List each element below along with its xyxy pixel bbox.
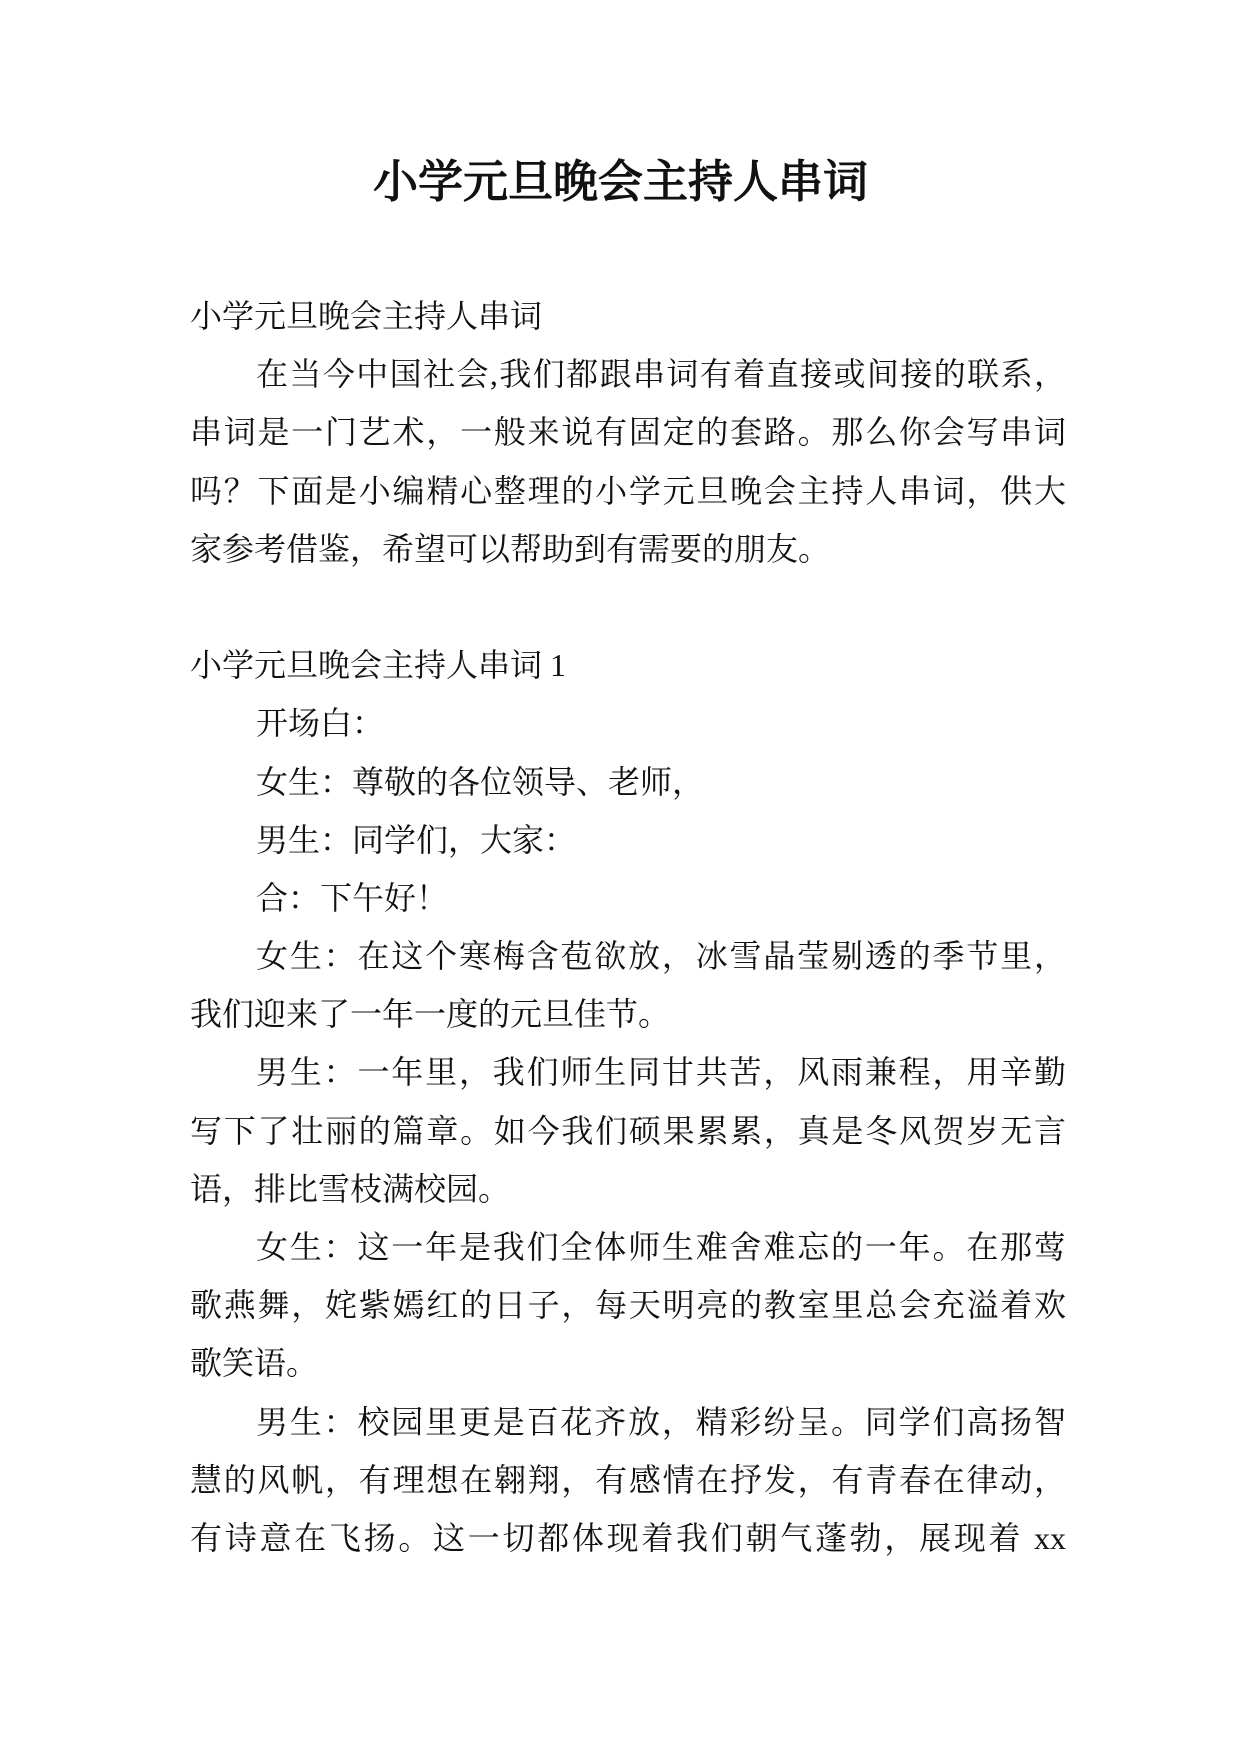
paragraph-line: 歌笑语。 — [190, 1345, 319, 1382]
paragraph-line: 女生：尊敬的各位领导、老师， — [256, 763, 705, 800]
document-body — [190, 287, 1066, 1567]
paragraph-line: 我们迎来了一年一度的元旦佳节。 — [190, 996, 671, 1033]
paragraph-line: 开场白： — [256, 705, 385, 742]
paragraph-line: 在当今中国社会,我们都跟串词有着直接或间接的联系， — [256, 356, 1066, 393]
intro-paragraph — [190, 345, 1066, 578]
blank-line — [190, 578, 1066, 636]
female-host-speech-2 — [190, 1218, 1066, 1393]
both-hosts-greeting — [190, 869, 1066, 927]
male-host-speech-1 — [190, 1043, 1066, 1218]
paragraph-line: 串词是一门艺术，一般来说有固定的套路。那么你会写串词 — [190, 414, 1066, 451]
document-title: 小学元旦晚会主持人串词 — [372, 157, 868, 207]
opening-label-paragraph — [190, 694, 1066, 752]
paragraph-line: 有诗意在飞扬。这一切都体现着我们朝气蓬勃，展现着 xx — [190, 1519, 1066, 1556]
female-host-speech-1 — [190, 927, 1066, 1043]
paragraph-line: 男生：一年里，我们师生同甘共苦，风雨兼程，用辛勤 — [256, 1054, 1066, 1091]
paragraph-line: 男生：同学们，大家： — [256, 821, 577, 858]
intro-heading: 小学元旦晚会主持人串词 — [190, 298, 543, 334]
paragraph-line: 语，排比雪枝满校园。 — [190, 1170, 511, 1207]
paragraph-line: 家参考借鉴，希望可以帮助到有需要的朋友。 — [190, 530, 831, 567]
paragraph-line: 吗？下面是小编精心整理的小学元旦晚会主持人串词，供大 — [190, 472, 1066, 509]
section-heading: 小学元旦晚会主持人串词 1 — [190, 647, 567, 684]
paragraph-line: 写下了壮丽的篇章。如今我们硕果累累，真是冬风贺岁无言 — [190, 1112, 1066, 1149]
male-host-greeting — [190, 811, 1066, 869]
paragraph-line: 男生：校园里更是百花齐放，精彩纷呈。同学们高扬智 — [256, 1403, 1066, 1440]
female-host-greeting — [190, 753, 1066, 811]
male-host-speech-2 — [190, 1393, 1066, 1568]
paragraph-line: 慧的风帆，有理想在翱翔，有感情在抒发，有青春在律动， — [190, 1461, 1066, 1498]
paragraph-line: 女生：在这个寒梅含苞欲放，冰雪晶莹剔透的季节里， — [256, 938, 1066, 975]
paragraph-line: 歌燕舞，姹紫嫣红的日子，每天明亮的教室里总会充溢着欢 — [190, 1287, 1066, 1324]
paragraph-line: 女生：这一年是我们全体师生难舍难忘的一年。在那莺 — [256, 1229, 1066, 1265]
paragraph-line: 合：下午好！ — [256, 879, 449, 916]
